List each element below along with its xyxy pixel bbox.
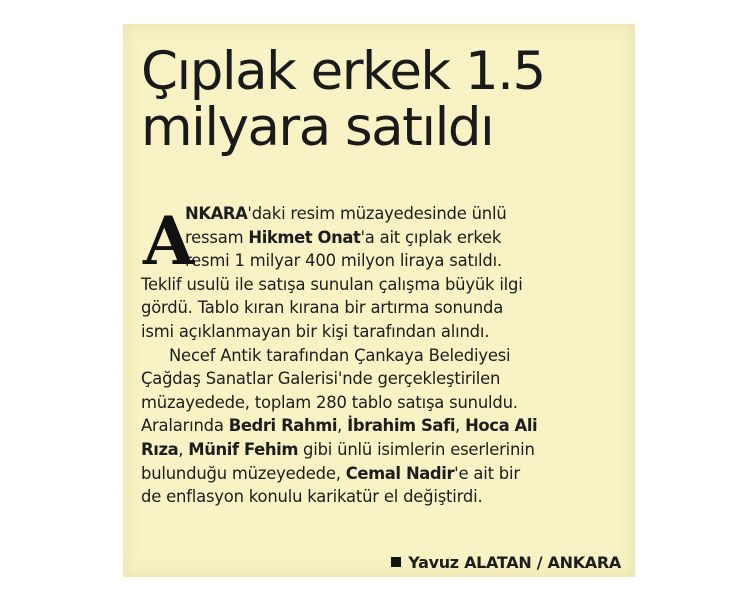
byline: [391, 553, 621, 572]
paragraph-line: ismi açıklanmayan bir kişi tarafından alındı.: [141, 321, 490, 341]
paragraph-line: Rıza, Münif Fehim gibi ünlü isimlerin eserlerinin: [141, 439, 535, 459]
drop-cap: A: [143, 202, 195, 280]
bold-name: Hikmet Onat: [248, 227, 361, 247]
bold-name: İbrahim Safi: [347, 416, 456, 436]
byline-text: Yavuz ALATAN / ANKARA: [408, 553, 621, 572]
paragraph-line: Aralarında Bedri Rahmi, İbrahim Safi, Hoca Ali: [141, 416, 538, 436]
paragraph-2: [141, 344, 627, 509]
paragraph-line: gördü. Tablo kıran kırana bir artırma sonunda: [141, 298, 504, 318]
paragraph-line: Necef Antik tarafından Çankaya Belediyesi: [169, 345, 511, 365]
headline-line-2: milyara satıldı: [141, 97, 494, 158]
paragraph-line: de enflasyon konulu karikatür el değiştirdi.: [141, 487, 483, 507]
paragraph-line: ressam Hikmet Onat'a ait çıplak erkek: [185, 227, 502, 247]
paragraph-line: Teklif usulü ile satışa sunulan çalışma büyük ilgi: [141, 274, 523, 294]
article-body: [141, 202, 627, 509]
paragraph-line: Çağdaş Sanatlar Galerisi'nde gerçekleştirilen: [141, 369, 501, 389]
bold-name: Rıza: [141, 439, 179, 459]
bold-name: NKARA: [185, 204, 248, 223]
bold-name: Münif Fehim: [188, 439, 298, 459]
bold-name: Cemal Nadir: [345, 463, 455, 483]
paragraph-line: resmi 1 milyar 400 milyon liraya satıldı.: [185, 251, 502, 271]
bold-name: Hoca Ali: [465, 416, 538, 436]
square-bullet-icon: [391, 557, 401, 567]
bold-name: Bedri Rahmi: [228, 416, 338, 436]
paragraph-line: müzayedede, toplam 280 tablo satışa sunuldu.: [141, 392, 518, 412]
headline-line-1: Çıplak erkek 1.5: [141, 41, 545, 102]
paragraph-1: [141, 202, 627, 344]
newspaper-clipping: [123, 24, 635, 577]
paragraph-line: NKARA'daki resim müzayedesinde ünlü: [185, 204, 507, 223]
headline: [141, 41, 621, 158]
paragraph-line: bulunduğu müzeyedede, Cemal Nadir'e ait bir: [141, 463, 520, 483]
